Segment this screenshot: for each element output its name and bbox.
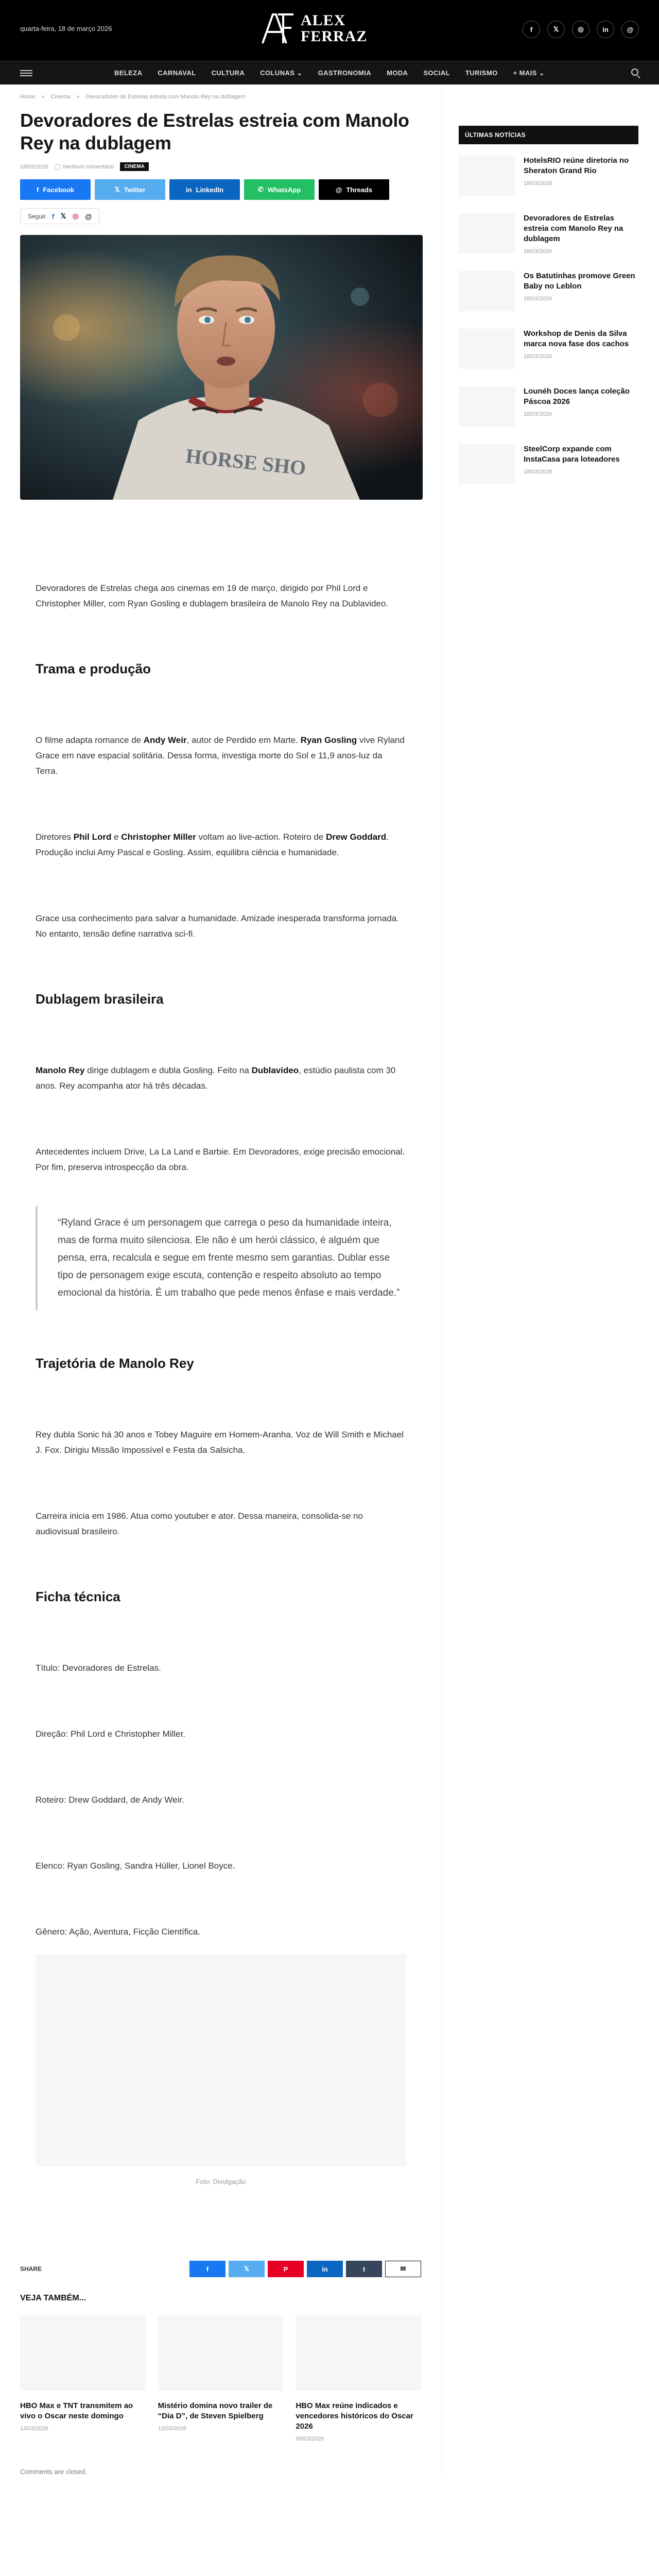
breadcrumb-sep-icon: »	[41, 94, 45, 100]
nav-item-colunas[interactable]: COLUNAS ⌄	[260, 69, 303, 77]
bold-ryan-gosling: Ryan Gosling	[300, 735, 357, 745]
header-date: quarta-feira, 18 de março 2026	[20, 25, 112, 32]
image-caption: Foto: Divulgação	[196, 2178, 246, 2185]
related-card[interactable]	[20, 2315, 146, 2442]
article-column	[0, 84, 442, 2476]
share-whatsapp-label: WhatsApp	[267, 185, 301, 194]
bold-christopher-miller: Christopher Miller	[121, 832, 196, 842]
text-span: Diretores	[36, 832, 74, 842]
site-logo[interactable]	[261, 11, 367, 45]
text-span: O filme adapta romance de	[36, 735, 144, 745]
text-span: , estúdio paulista com 30 anos. Rey acompanha ator há três décadas.	[36, 1065, 396, 1091]
threads-icon[interactable]: @	[621, 21, 639, 38]
news-date: 18/03/2026	[524, 296, 552, 302]
menu-icon[interactable]	[20, 70, 32, 76]
x-icon: 𝕏	[114, 185, 120, 193]
tumblr-icon[interactable]: t	[346, 2261, 382, 2277]
top-header	[0, 0, 659, 61]
ficha-roteiro: Roteiro: Drew Goddard, de Andy Weir.	[36, 1795, 184, 1805]
news-title[interactable]: Os Batutinhas promove Green Baby no Leblon	[524, 272, 635, 291]
news-date: 18/03/2026	[524, 411, 552, 417]
instagram-icon[interactable]: ◎	[572, 21, 589, 38]
news-thumbnail[interactable]	[459, 386, 515, 427]
news-date: 18/03/2026	[524, 248, 552, 255]
sidebar-heading: ÚLTIMAS NOTÍCIAS	[459, 126, 638, 144]
bold-phil-lord: Phil Lord	[73, 832, 112, 842]
x-icon[interactable]: 𝕏	[547, 21, 565, 38]
facebook-icon[interactable]: f	[523, 21, 540, 38]
related-thumbnail[interactable]	[158, 2315, 284, 2391]
ficha-titulo: Título: Devoradores de Estrelas.	[36, 1663, 161, 1673]
x-icon[interactable]: 𝕏	[60, 212, 66, 220]
news-thumbnail[interactable]	[459, 271, 515, 311]
bold-drew-goddard: Drew Goddard	[326, 832, 387, 842]
facebook-icon: f	[36, 185, 39, 194]
nav-item-carnaval[interactable]: CARNAVAL	[158, 69, 196, 77]
share-bar-bottom	[20, 2261, 421, 2277]
breadcrumb-sep-icon: »	[76, 94, 80, 100]
follow-label: Seguir	[28, 212, 46, 220]
x-icon[interactable]: 𝕏	[229, 2261, 265, 2277]
article-title: Devoradores de Estrelas estreia com Manolo Rey na dublagem	[20, 110, 409, 154]
linkedin-icon: in	[185, 185, 192, 194]
bold-manolo-rey: Manolo Rey	[36, 1065, 85, 1075]
share-facebook-label: Facebook	[43, 185, 75, 194]
related-title[interactable]: Mistério domina novo trailer de “Dia D”, de Steven Spielberg	[158, 2401, 273, 2420]
hero-image	[20, 235, 423, 500]
pull-quote	[36, 1206, 406, 1310]
breadcrumb	[20, 84, 421, 104]
linkedin-icon[interactable]: in	[307, 2261, 343, 2277]
quote-text: “Ryland Grace é um personagem que carrega o peso da humanidade inteira, mas de forma muito silenciosa. Ele não é um herói clássico, é alguém que pensa, erra, recalcula e segue em frente mesmo sem garantias. Dublar esse tipo de personagem exige escuta, contenção e respeito absoluto ao tempo emocional da história. É um trabalho que pede menos ênfase e mais verdade.”	[58, 1217, 400, 1298]
latest-news-item[interactable]	[459, 386, 638, 428]
search-icon[interactable]	[631, 69, 638, 76]
breadcrumb-home[interactable]: Home	[20, 94, 36, 100]
svg-text:HORSE SHO: HORSE SHO	[184, 444, 307, 480]
heading-dublagem: Dublagem brasileira	[36, 991, 164, 1007]
news-thumbnail[interactable]	[459, 156, 515, 196]
news-date: 18/03/2026	[524, 353, 552, 360]
bold-andy-weir: Andy Weir	[143, 735, 187, 745]
heading-trama: Trama e produção	[36, 661, 151, 676]
threads-icon: @	[335, 185, 342, 194]
related-title[interactable]: HBO Max reúne indicados e vencedores históricos do Oscar 2026	[296, 2401, 413, 2431]
paragraph-intro: Devoradores de Estrelas chega aos cinemas em 19 de março, dirigido por Phil Lord e Christopher Miller, com Ryan Gosling e dublagem brasileira de Manolo Rey na Dublavideo.	[36, 583, 389, 608]
latest-news-list	[459, 156, 638, 485]
related-card[interactable]	[296, 2315, 421, 2442]
paragraph-trama-3: Grace usa conhecimento para salvar a humanidade. Amizade inesperada transforma jornada. No entanto, tensão define narrativa sci-fi.	[36, 913, 399, 939]
instagram-icon[interactable]: ◎	[72, 212, 79, 220]
facebook-icon[interactable]: f	[189, 2261, 226, 2277]
news-title[interactable]: Lounéh Doces lança coleção Páscoa 2026	[524, 387, 630, 406]
related-grid	[20, 2315, 421, 2442]
related-date: 05/03/2026	[296, 2436, 324, 2442]
facebook-icon[interactable]: f	[51, 212, 55, 221]
article-comments[interactable]: Nenhum comentário	[63, 163, 114, 170]
news-title[interactable]: SteelCorp expande com InstaCasa para loteadores	[524, 445, 620, 464]
share-buttons-top	[20, 179, 421, 200]
related-heading: VEJA TAMBÉM...	[20, 2294, 86, 2302]
news-date: 18/03/2026	[524, 469, 552, 475]
text-span: . Produção inclui Amy Pascal e Gosling. Assim, equilibra ciência e humanidade.	[36, 832, 389, 857]
ficha-genero: Gênero: Ação, Aventura, Ficção Científica.	[36, 1927, 201, 1937]
nav-item-mais[interactable]: + MAIS ⌄	[513, 69, 545, 77]
share-linkedin-button[interactable]	[169, 179, 240, 200]
whatsapp-icon: ✆	[257, 185, 264, 193]
related-card[interactable]	[158, 2315, 284, 2442]
comment-icon: ◯	[55, 164, 61, 170]
share-buttons-bottom	[189, 2261, 421, 2277]
page-body	[0, 84, 659, 2476]
breadcrumb-category[interactable]: Cinema	[50, 94, 71, 100]
paragraph-trajetoria-1: Rey dubla Sonic há 30 anos e Tobey Maguire em Homem-Aranha. Voz de Will Smith e Michael J. Fox. Dirigiu Missão Impossível e Festa da Salsicha.	[36, 1430, 404, 1455]
text-span: vive Ryland Grace em nave espacial solitária. Dessa forma, investiga morte do Sol e 11,9 anos-luz da Terra.	[36, 735, 405, 776]
news-title[interactable]: Devoradores de Estrelas estreia com Manolo Rey na dublagem	[524, 214, 623, 243]
logo-line-1: ALEX	[301, 12, 346, 29]
threads-icon[interactable]: @	[84, 212, 92, 221]
text-span: dirige dublagem e dubla Gosling. Feito na	[84, 1065, 252, 1075]
follow-box	[20, 208, 100, 224]
share-facebook-button[interactable]	[20, 179, 91, 200]
related-date: 12/03/2026	[158, 2426, 186, 2432]
logo-line-2: FERRAZ	[301, 28, 368, 45]
related-title[interactable]: HBO Max e TNT transmitem ao vivo o Oscar neste domingo	[20, 2401, 133, 2420]
news-title[interactable]: HotelsRIO reúne diretoria no Sheraton Grand Rio	[524, 156, 629, 175]
text-span: e	[111, 832, 122, 842]
share-twitter-button[interactable]	[95, 179, 165, 200]
nav-item-social[interactable]: SOCIAL	[423, 69, 450, 77]
nav-item-gastronomia[interactable]: GASTRONOMIA	[318, 69, 371, 77]
comments-closed: Comments are closed.	[20, 2468, 88, 2476]
news-thumbnail[interactable]	[459, 444, 515, 484]
share-label: SHARE	[20, 2265, 42, 2273]
share-threads-button[interactable]	[319, 179, 389, 200]
news-thumbnail[interactable]	[459, 329, 515, 369]
share-threads-label: Threads	[346, 185, 373, 194]
nav-item-cultura[interactable]: CULTURA	[211, 69, 245, 77]
latest-news-item[interactable]	[459, 444, 638, 485]
heading-trajetoria: Trajetória de Manolo Rey	[36, 1355, 194, 1371]
paragraph-dublagem-1	[36, 1063, 406, 1094]
ficha-direcao: Direção: Phil Lord e Christopher Miller.	[36, 1729, 186, 1739]
news-title[interactable]: Workshop de Denis da Silva marca nova fase dos cachos	[524, 329, 629, 348]
latest-news-item[interactable]	[459, 213, 638, 255]
latest-news-item[interactable]	[459, 329, 638, 370]
nav-item-moda[interactable]: MODA	[387, 69, 408, 77]
header-social	[523, 21, 639, 38]
share-twitter-label: Twitter	[124, 185, 146, 194]
main-nav	[0, 61, 659, 84]
share-whatsapp-button[interactable]	[244, 179, 315, 200]
latest-news-item[interactable]	[459, 271, 638, 312]
article-body	[20, 581, 421, 2185]
news-date: 18/03/2026	[524, 180, 552, 187]
news-thumbnail[interactable]	[459, 213, 515, 253]
related-thumbnail[interactable]	[20, 2315, 146, 2391]
breadcrumb-current: Devoradores de Estrelas estreia com Manolo Rey na dublagem	[85, 94, 246, 100]
latest-news-item[interactable]	[459, 156, 638, 197]
sidebar	[442, 84, 659, 2476]
email-icon[interactable]: ✉	[385, 2261, 421, 2277]
pinterest-icon[interactable]: P	[268, 2261, 304, 2277]
linkedin-icon[interactable]: in	[597, 21, 614, 38]
share-linkedin-label: LinkedIn	[196, 185, 223, 194]
nav-item-turismo[interactable]: TURISMO	[465, 69, 498, 77]
text-span: voltam ao live-action. Roteiro de	[196, 832, 326, 842]
paragraph-trama-2	[36, 829, 406, 860]
paragraph-dublagem-2: Antecedentes incluem Drive, La La Land e Barbie. Em Devoradores, exige precisão emocional. Por fim, preserva introspecção da obra.	[36, 1147, 405, 1172]
paragraph-trama-1	[36, 733, 406, 779]
paragraph-trajetoria-2: Carreira inicia em 1986. Atua como youtuber e ator. Dessa maneira, consolida-se no audiovisual brasileiro.	[36, 1511, 363, 1536]
ficha-elenco: Elenco: Ryan Gosling, Sandra Hüller, Lionel Boyce.	[36, 1861, 235, 1871]
related-thumbnail[interactable]	[296, 2315, 421, 2391]
text-span: , autor de Perdido em Marte.	[186, 735, 301, 745]
logo-text	[301, 12, 367, 44]
article-meta	[20, 162, 421, 171]
related-posts	[20, 2294, 421, 2442]
bold-dublavideo: Dublavideo	[251, 1065, 299, 1075]
nav-item-beleza[interactable]: BELEZA	[114, 69, 143, 77]
article-date: 18/03/2026	[20, 163, 49, 170]
logo-mark-icon	[261, 11, 296, 45]
category-badge[interactable]: CINEMA	[120, 162, 148, 171]
related-date: 13/03/2026	[20, 2426, 49, 2432]
media-placeholder	[36, 1954, 406, 2166]
heading-ficha: Ficha técnica	[36, 1589, 120, 1604]
hero-photo-illustration	[20, 235, 423, 500]
nav-list	[0, 61, 659, 77]
